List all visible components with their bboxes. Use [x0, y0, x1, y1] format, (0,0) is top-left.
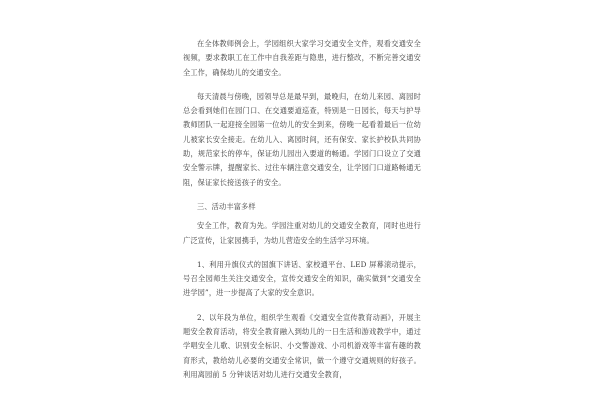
paragraph-daily-patrol: 每天清晨与傍晚，园领导总是最早到，最晚归，在幼儿来园、离园时总会看到她们在园门口、在交通要道巡查，特别是一日园长，每天与护导教师团队一起迎接全园第一位幼儿的安全到来，傍晚一起看着最后一位幼儿被家长安全接走。在幼儿入、离园时间，还有保安、家长护校队共同协助，规范家长的停车，保证幼儿园出入要道的畅通。学园门口设立了交通安全警示牌，提醒家长、过往车辆注意交通安全，让学园门口道路畅通无阻，保证家长接送孩子的安全。	[183, 91, 421, 187]
paragraph-teacher-meeting: 在全体教师例会上，学园组织大家学习交通安全文件，观看交通安全视频，要求教职工在工作中自我差距与隐患，进行整改，不断完善交通安全工作，确保幼儿的交通安全。	[183, 39, 421, 77]
paragraph-item-2: 2、以年段为单位，组织学生观看《交通安全宣传教育动画》，开展主题安全教育活动，将安全教育融入到幼儿的一日生活和游戏教学中，通过学唱安全儿歌、识别安全标识、小交警游戏、小司机游戏等丰富有趣的教育形式，教给幼儿必要的交通安全常识，做一个遵守交通规则的好孩子。利用离园前 5 分钟谈话对幼儿进行交通安全教育，	[183, 312, 421, 379]
section-heading-activities: 三、活动丰富多样	[197, 201, 256, 211]
paragraph-item-1: 1、利用升旗仪式的国旗下讲话、家校通平台、LED 屏幕滚动提示，号召全园师生关注交通安全，宣传交通安全的知识，确实做到“交通安全进学园”，进一步提高了大家的安全意识。	[183, 259, 421, 298]
paragraph-education-first: 安全工作，教育为先。学园注重对幼儿的交通安全教育，同时也进行广泛宣传，让家园携手，为幼儿营造安全的生活学习环境。	[183, 221, 421, 245]
document-body	[183, 37, 421, 392]
